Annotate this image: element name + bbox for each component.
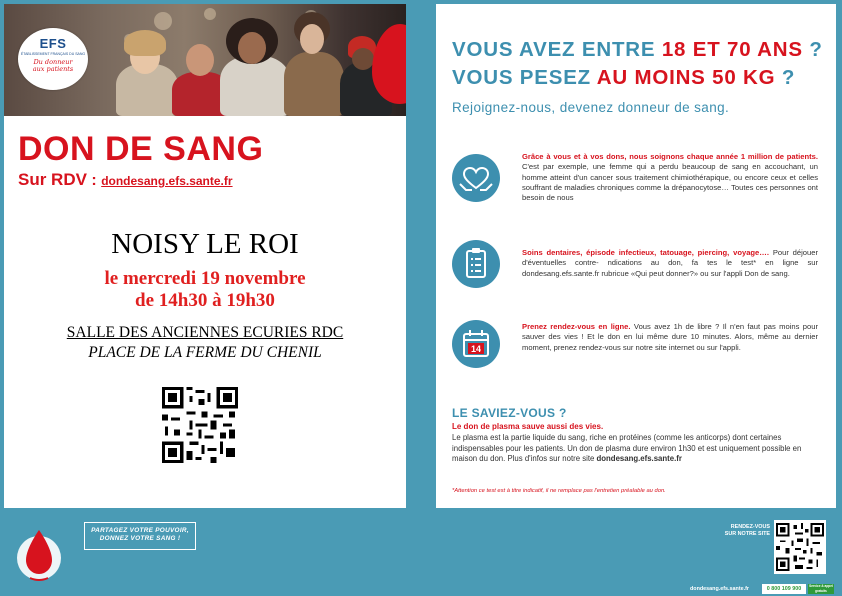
plasma-info-link[interactable]: dondesang.efs.sante.fr — [596, 454, 682, 464]
site-qr-code[interactable] — [774, 520, 826, 574]
efs-logo-subtitle: ÉTABLISSEMENT FRANÇAIS DU SANG — [20, 52, 86, 56]
checklist-icon — [452, 240, 500, 288]
efs-logo — [18, 28, 88, 90]
calendar-day: 14 — [470, 344, 482, 354]
did-you-know-subtitle: Le don de plasma sauve aussi des vies. — [452, 422, 604, 431]
free-call-badge: Service & appel gratuits — [809, 584, 833, 593]
efs-logo-mark: EFS — [39, 36, 67, 51]
footer-site-link[interactable]: dondesang.efs.sante.fr — [690, 586, 750, 592]
did-you-know-body: Le plasma est la partie liquide du sang, riche en protéines (comme les anticorps) dont certaines indispensables pour les patients. Un don de plasma dure environ 1h30 et est uniquement possible en maison du don. Plus d'infos sur notre site dondesang.efs.sante.fr — [452, 433, 802, 464]
event-time: de 14h30 à 19h30 — [135, 290, 275, 311]
efs-logo-motto: Du donneur aux patients — [32, 58, 74, 73]
phone-number[interactable]: 0 800 109 900 — [762, 584, 806, 594]
join-subheading: Rejoignez-nous, devenez donneur de sang. — [452, 100, 730, 115]
hands-heart-icon — [452, 154, 500, 202]
slogan-box: PARTAGEZ VOTRE POUVOIR, DONNEZ VOTRE SANG ! — [84, 522, 196, 550]
appointment-line: Sur RDV : dondesang.efs.sante.fr — [18, 170, 233, 189]
event-venue: SALLE DES ANCIENNES ECURIES RDC — [66, 324, 344, 341]
event-address: PLACE DE LA FERME DU CHENIL — [88, 344, 322, 361]
info-item-appointment: Prenez rendez-vous en ligne. Vous avez 1h de libre ? Il n'en faut pas moins pour sauver des vies ! Et le don en lui même dure 10 minutes. Alors, même au dernier moment, prenez rendez-vous sur notre site internet ou sur l'appli. — [522, 322, 818, 352]
appointment-link[interactable]: dondesang.efs.sante.fr — [101, 174, 233, 188]
appointment-label: Sur RDV — [18, 170, 87, 189]
event-city: NOISY LE ROI — [111, 228, 299, 260]
event-date: le mercredi 19 novembre — [104, 268, 306, 289]
calendar-icon — [452, 320, 500, 368]
poster-title: DON DE SANG — [18, 130, 264, 168]
age-headline: VOUS AVEZ ENTRE 18 ET 70 ANS ? — [452, 38, 823, 61]
info-item-patients: Grâce à vous et à vos dons, nous soignons chaque année 1 million de patients. C'est par exemple, une femme qui a perdu beaucoup de sang en accouchant, un homme atteint d'un cancer sous traitement chimiothérapique, ou encore ceux et celles souffrant de maladies chroniques comme la drépanocytose… Toutes ces personnes ont besoin de nous — [522, 152, 818, 202]
right-info-panel — [436, 4, 836, 508]
left-poster-panel — [4, 4, 406, 508]
test-footnote: *Attention ce test est à titre indicatif, il ne remplace pas l'entretien préalable au don. — [452, 488, 666, 494]
info-item-eligibility: Soins dentaires, épisode infectieux, tatouage, piercing, voyage…. Pour déjouer d'éventuelles contre- ndications au don, fa tes le test* en ligne sur dondesang.efs.sante.fr rubricue «Qui peut donner?» ou sur l'appli Don de sang. — [522, 248, 819, 278]
did-you-know-title: LE SAVIEZ-VOUS ? — [452, 406, 567, 420]
qr-code[interactable] — [162, 386, 238, 464]
visit-site-label: RENDEZ-VOUS SUR NOTRE SITE — [724, 524, 770, 538]
weight-headline: VOUS PESEZ AU MOINS 50 KG ? — [452, 66, 796, 89]
blood-drop-icon — [14, 516, 64, 586]
